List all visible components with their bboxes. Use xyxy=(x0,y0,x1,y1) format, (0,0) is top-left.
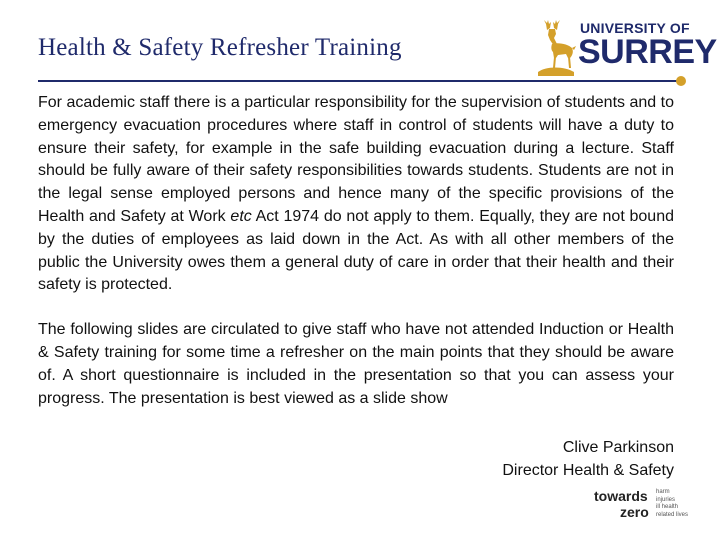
university-logo xyxy=(532,14,717,78)
paragraph-2: The following slides are circulated to give staff who have not attended Induction or Health & Safety training for some time a refresher on the main points that they should be aware of. A short questionnaire is included in the presentation so that you can assess your progress. The presentation is best viewed as a slide show xyxy=(38,321,674,407)
towards-zero-logo xyxy=(592,488,702,524)
signature-role: Director Health & Safety xyxy=(502,461,674,479)
towards-zero-list-item: related lives xyxy=(656,511,689,518)
divider-dot xyxy=(676,76,686,86)
signature-block xyxy=(502,437,674,483)
paragraph-1 xyxy=(38,92,674,297)
slide-title: Health & Safety Refresher Training xyxy=(38,34,402,61)
paragraph-1-etc: etc xyxy=(230,207,252,225)
logo-main-text: SURREY xyxy=(578,33,717,71)
logo-top-text: UNIVERSITY OF xyxy=(580,20,690,36)
title-divider xyxy=(38,80,678,82)
signature-name: Clive Parkinson xyxy=(562,439,674,456)
towards-zero-word1: towards xyxy=(594,488,648,504)
towards-zero-list-item: injuries xyxy=(656,496,676,503)
paragraph-1-part-a: For academic staff there is a particular responsibility for the supervision of students and to emergency evacuation procedures where staff in control of students will have a duty to ensure their safety, for example in the safe building evacuation during a lecture. Staff should be fully aware of their safety responsibilities towards students. Students are not in the legal sense employed persons and hence many of the specific provisions of the Health and Safety at Work xyxy=(38,94,674,225)
towards-zero-list xyxy=(656,489,688,519)
towards-zero-list-item: harm xyxy=(656,489,670,495)
slide-body xyxy=(38,92,674,432)
towards-zero-word2: zero xyxy=(620,504,649,520)
stag-icon xyxy=(532,20,578,78)
paragraph-1-part-b: Act 1974 do not apply to them. Equally, they are not bound by the duties of employees as laid down in the Act. As with all other members of the public the University owes them a general duty of care in order that their health and their safety is protected. xyxy=(38,207,675,294)
towards-zero-list-item: ill health xyxy=(656,504,679,510)
